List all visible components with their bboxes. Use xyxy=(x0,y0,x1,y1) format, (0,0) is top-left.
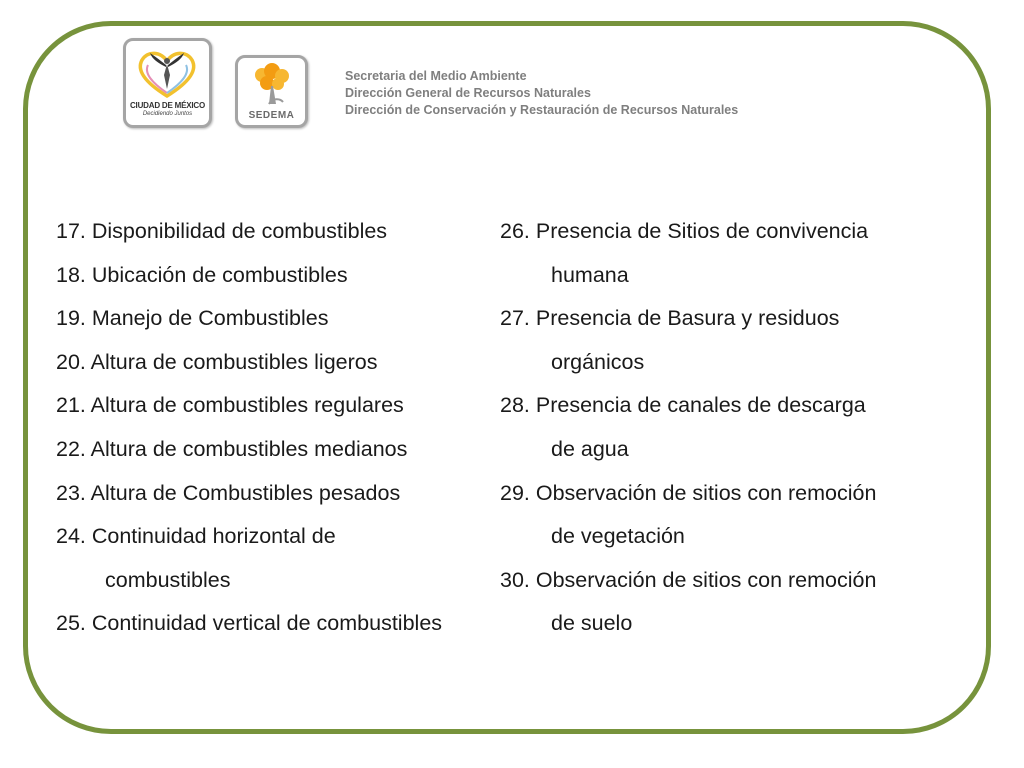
list-item: 25. Continuidad vertical de combustibles xyxy=(56,611,443,636)
list-item: 22. Altura de combustibles medianos xyxy=(56,436,408,461)
cdmx-logo-slogan: Decidiendo Juntos xyxy=(142,111,193,117)
cdmx-logo xyxy=(123,38,212,128)
list-item-continuation: de suelo xyxy=(551,611,633,636)
header-line-direccion-conservacion: Dirección de Conservación y Restauración de Recursos Naturales xyxy=(345,103,739,117)
list-item: 19. Manejo de Combustibles xyxy=(56,306,329,331)
list-item: 23. Altura de Combustibles pesados xyxy=(56,480,401,505)
list-item: 21. Altura de combustibles regulares xyxy=(56,393,404,418)
header-institution xyxy=(345,68,738,119)
cdmx-logo-name: CIUDAD DE MÉXICO xyxy=(129,101,206,110)
list-item-continuation: combustibles xyxy=(105,567,231,592)
header-line-secretaria: Secretaria del Medio Ambiente xyxy=(345,69,527,83)
sedema-logo-name: SEDEMA xyxy=(248,110,295,121)
list-column-right xyxy=(500,210,940,646)
list-item-continuation: humana xyxy=(551,262,629,287)
list-item: 29. Observación de sitios con remoción xyxy=(500,480,877,505)
list-item: 18. Ubicación de combustibles xyxy=(56,262,348,287)
list-item: 26. Presencia de Sitios de convivencia xyxy=(500,219,869,243)
list-column-left xyxy=(56,210,496,646)
sedema-logo xyxy=(235,55,308,128)
list-item: 24. Continuidad horizontal de xyxy=(56,524,336,549)
list-item-continuation: de vegetación xyxy=(551,524,685,549)
list-item: 27. Presencia de Basura y residuos xyxy=(500,306,840,331)
list-item-continuation: de agua xyxy=(551,436,629,461)
list-item-continuation: orgánicos xyxy=(551,349,645,374)
list-item: 28. Presencia de canales de descarga xyxy=(500,393,866,418)
list-item: 30. Observación de sitios con remoción xyxy=(500,567,877,592)
header-line-direccion-general: Dirección General de Recursos Naturales xyxy=(345,86,591,100)
list-item: 17. Disponibilidad de combustibles xyxy=(56,219,388,243)
list-item: 20. Altura de combustibles ligeros xyxy=(56,349,378,374)
